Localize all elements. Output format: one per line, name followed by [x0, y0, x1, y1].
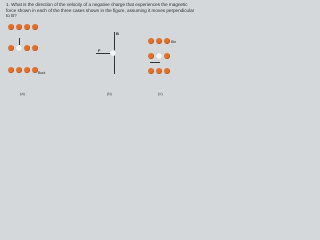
field-dot	[8, 45, 14, 51]
field-dot	[32, 24, 38, 30]
field-cross	[148, 68, 154, 74]
bin-label-top: Bin	[171, 40, 177, 44]
negative-charge	[156, 53, 162, 59]
bout-label: Bout	[38, 71, 46, 75]
field-cross	[164, 53, 170, 59]
question-text	[6, 2, 196, 19]
panel-label-b: (b)	[107, 91, 112, 96]
field-cross	[148, 53, 154, 59]
field-dot	[16, 67, 22, 73]
field-dot	[32, 45, 38, 51]
f-label: F	[98, 48, 101, 53]
field-dot	[8, 24, 14, 30]
question-body: What is the direction of the velocity of a negative charge that experiences the magnetic force shown in each of the three cases shown in the figure, assuming it moves perpendicular to B?	[6, 2, 195, 19]
force-arrow	[150, 62, 160, 63]
field-dot	[8, 67, 14, 73]
field-dot	[24, 45, 30, 51]
field-cross	[148, 38, 154, 44]
field-cross	[156, 68, 162, 74]
field-dot	[16, 24, 22, 30]
panel-label-a: (a)	[20, 91, 25, 96]
field-cross	[156, 38, 162, 44]
question-number: 1.	[6, 2, 10, 7]
negative-charge	[16, 45, 22, 51]
panel-label-c: (c)	[158, 91, 163, 96]
force-arrow	[19, 38, 20, 45]
field-cross	[164, 68, 170, 74]
field-dot	[24, 67, 30, 73]
negative-charge	[110, 50, 116, 56]
b-label: B	[116, 31, 119, 36]
field-cross	[164, 38, 170, 44]
field-dot	[24, 24, 30, 30]
